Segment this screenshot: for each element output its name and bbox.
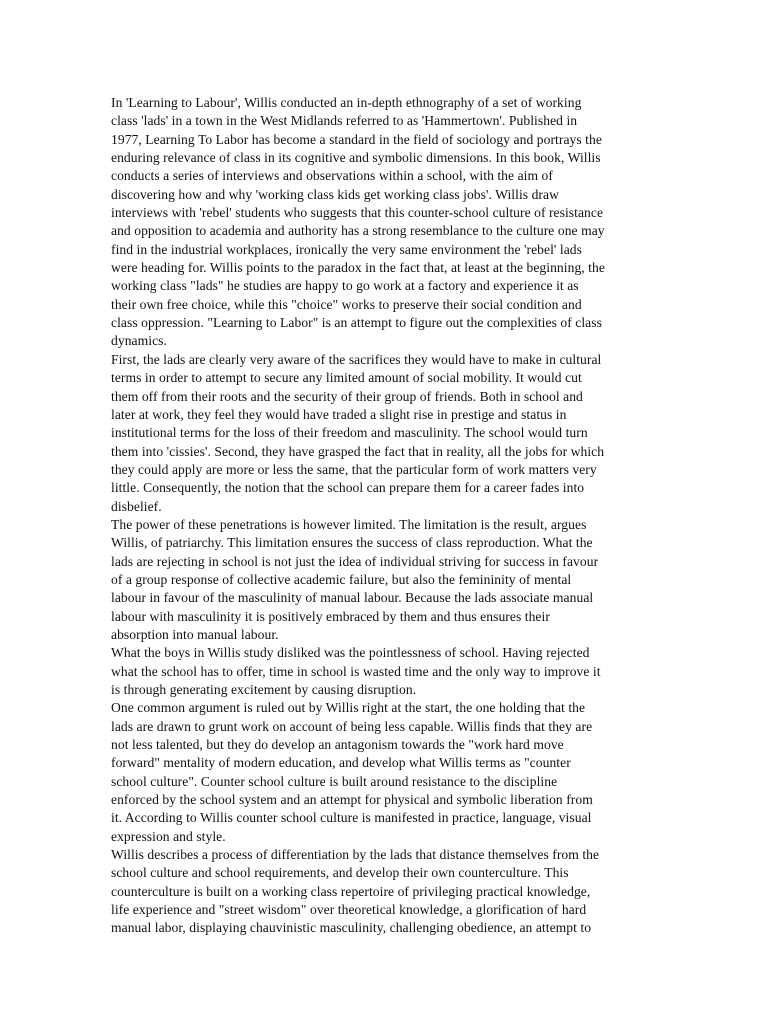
text-line: their own free choice, while this "choice" works to preserve their social condition and bbox=[111, 296, 582, 312]
text-line: Willis, of patriarchy. This limitation ensures the success of class reproduction. What the bbox=[111, 535, 593, 551]
text-line: What the boys in Willis study disliked was the pointlessness of school. Having rejected bbox=[111, 645, 590, 661]
paragraph bbox=[111, 516, 657, 644]
text-line: absorption into manual labour. bbox=[111, 626, 279, 642]
text-line: not less talented, but they do develop an antagonism towards the "work hard move bbox=[111, 737, 564, 753]
text-line: discovering how and why 'working class kids get working class jobs'. Willis draw bbox=[111, 186, 559, 202]
text-line: school culture". Counter school culture is built around resistance to the discipline bbox=[111, 773, 558, 789]
text-line: institutional terms for the loss of their freedom and masculinity. The school would turn bbox=[111, 425, 588, 441]
text-line: it. According to Willis counter school culture is manifested in practice, language, visual bbox=[111, 810, 592, 826]
paragraph bbox=[111, 94, 657, 351]
text-line: were heading for. Willis points to the paradox in the fact that, at least at the beginning, the bbox=[111, 260, 605, 276]
text-line: class 'lads' in a town in the West Midlands referred to as 'Hammertown'. Published in bbox=[111, 113, 578, 129]
text-line: expression and style. bbox=[111, 828, 226, 844]
text-line: disbelief. bbox=[111, 498, 162, 514]
text-line: of a group response of collective academic failure, but also the femininity of mental bbox=[111, 571, 572, 587]
text-line: school culture and school requirements, and develop their own counterculture. This bbox=[111, 865, 569, 881]
text-line: life experience and "street wisdom" over theoretical knowledge, a glorification of hard bbox=[111, 902, 587, 918]
text-line: In 'Learning to Labour', Willis conducted an in-depth ethnography of a set of working bbox=[111, 95, 582, 110]
text-line: and opposition to academia and authority has a strong resemblance to the culture one may bbox=[111, 223, 605, 239]
text-line: manual labor, displaying chauvinistic masculinity, challenging obedience, an attempt to bbox=[111, 920, 592, 936]
text-line: what the school has to offer, time in school is wasted time and the only way to improve it bbox=[111, 663, 601, 679]
text-line: labour with masculinity it is positively embraced by them and thus ensures their bbox=[111, 608, 550, 624]
text-line: lads are rejecting in school is not just the idea of individual striving for success in favour bbox=[111, 553, 599, 569]
text-line: them into 'cissies'. Second, they have grasped the fact that in reality, all the jobs for which bbox=[111, 443, 605, 459]
text-line: terms in order to attempt to secure any limited amount of social mobility. It would cut bbox=[111, 370, 582, 386]
text-line: counterculture is built on a working class repertoire of privileging practical knowledge, bbox=[111, 883, 591, 899]
text-line: class oppression. "Learning to Labor" is an attempt to figure out the complexities of class bbox=[111, 315, 602, 331]
document-body bbox=[111, 94, 657, 938]
text-line: First, the lads are clearly very aware of the sacrifices they would have to make in cultural bbox=[111, 351, 602, 367]
paragraph bbox=[111, 644, 657, 699]
text-line: find in the industrial workplaces, ironically the very same environment the 'rebel' lads bbox=[111, 241, 582, 257]
paragraph bbox=[111, 699, 657, 846]
text-line: is through generating excitement by causing disruption. bbox=[111, 682, 417, 697]
text-line: enforced by the school system and an attempt for physical and symbolic liberation from bbox=[111, 792, 593, 808]
paragraph bbox=[111, 846, 657, 938]
text-line: The power of these penetrations is however limited. The limitation is the result, argues bbox=[111, 516, 587, 532]
paragraph bbox=[111, 351, 657, 516]
text-line: them off from their roots and the security of their group of friends. Both in school and bbox=[111, 388, 583, 404]
text-line: 1977, Learning To Labor has become a standard in the field of sociology and portrays the bbox=[111, 131, 602, 147]
text-line: forward" mentality of modern education, and develop what Willis terms as "counter bbox=[111, 755, 571, 771]
text-line: lads are drawn to grunt work on account of being less capable. Willis finds that they are bbox=[111, 718, 593, 734]
text-line: enduring relevance of class in its cognitive and symbolic dimensions. In this book, Willis bbox=[111, 150, 601, 166]
text-line: they could apply are more or less the same, that the particular form of work matters very bbox=[111, 461, 597, 477]
text-line: conducts a series of interviews and observations within a school, with the aim of bbox=[111, 168, 553, 184]
text-line: interviews with 'rebel' students who suggests that this counter-school culture of resistance bbox=[111, 205, 604, 221]
text-line: One common argument is ruled out by Willis right at the start, the one holding that the bbox=[111, 700, 586, 716]
text-line: later at work, they feel they would have traded a slight rise in prestige and status in bbox=[111, 406, 567, 422]
text-line: working class "lads" he studies are happy to go work at a factory and experience it as bbox=[111, 278, 579, 294]
text-line: Willis describes a process of differentiation by the lads that distance themselves from the bbox=[111, 847, 600, 863]
text-line: little. Consequently, the notion that the school can prepare them for a career fades into bbox=[111, 480, 585, 496]
text-line: labour in favour of the masculinity of manual labour. Because the lads associate manual bbox=[111, 590, 594, 606]
text-line: dynamics. bbox=[111, 333, 167, 349]
